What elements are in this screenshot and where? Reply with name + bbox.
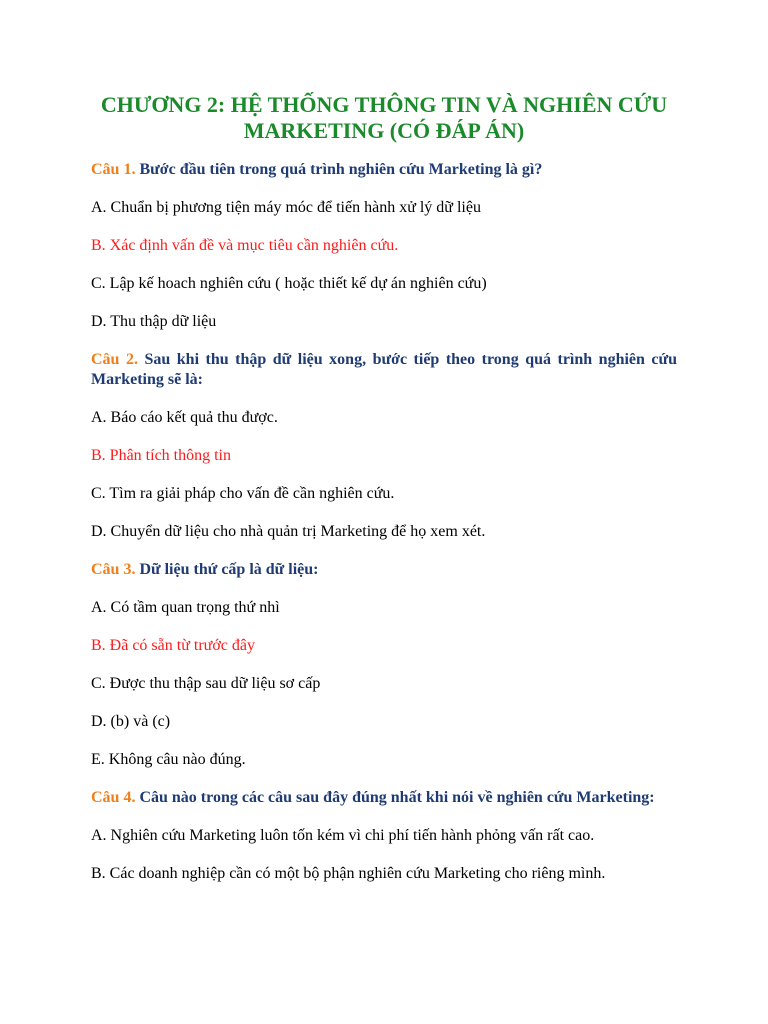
question-number: Câu 2. bbox=[91, 351, 138, 368]
option: A. Có tầm quan trọng thứ nhì bbox=[91, 599, 280, 616]
question-text: Câu nào trong các câu sau đây đúng nhất khi nói về nghiên cứu Marketing: bbox=[139, 789, 655, 806]
question-4 bbox=[91, 788, 677, 808]
option: D. (b) và (c) bbox=[91, 713, 171, 730]
option: A. Báo cáo kết quả thu được. bbox=[91, 409, 278, 426]
page-title bbox=[91, 92, 677, 144]
option: C. Tìm ra giải pháp cho vấn đề cần nghiên cứu. bbox=[91, 485, 395, 502]
option: E. Không câu nào đúng. bbox=[91, 751, 246, 768]
option: B. Các doanh nghiệp cần có một bộ phận nghiên cứu Marketing cho riêng mình. bbox=[91, 865, 606, 882]
title-line-1: CHƯƠNG 2: HỆ THỐNG THÔNG TIN VÀ NGHIÊN CỨU bbox=[100, 92, 668, 117]
option-correct: B. Đã có sẵn từ trước đây bbox=[91, 637, 255, 654]
question-number: Câu 4. bbox=[91, 789, 136, 806]
question-2 bbox=[91, 350, 677, 390]
option-correct: B. Phân tích thông tin bbox=[91, 447, 231, 464]
question-text: Sau khi thu thập dữ liệu xong, bước tiếp theo trong quá trình nghiên cứu Marketing sẽ là: bbox=[91, 351, 678, 388]
option: C. Lập kế hoach nghiên cứu ( hoặc thiết kế dự án nghiên cứu) bbox=[91, 275, 487, 292]
question-3 bbox=[91, 560, 677, 580]
question-number: Câu 1. bbox=[91, 161, 136, 178]
question-text: Dữ liệu thứ cấp là dữ liệu: bbox=[139, 561, 319, 578]
option: D. Chuyển dữ liệu cho nhà quản trị Marketing để họ xem xét. bbox=[91, 523, 486, 540]
question-number: Câu 3. bbox=[91, 561, 136, 578]
option: D. Thu thập dữ liệu bbox=[91, 313, 217, 330]
option-correct: B. Xác định vấn đề và mục tiêu cần nghiên cứu. bbox=[91, 237, 399, 254]
document-page bbox=[91, 92, 677, 902]
title-line-2: MARKETING (CÓ ĐÁP ÁN) bbox=[243, 118, 525, 143]
question-text: Bước đầu tiên trong quá trình nghiên cứu Marketing là gì? bbox=[139, 161, 543, 178]
option: A. Chuẩn bị phương tiện máy móc để tiến hành xử lý dữ liệu bbox=[91, 199, 481, 216]
option: A. Nghiên cứu Marketing luôn tốn kém vì chi phí tiến hành phỏng vấn rất cao. bbox=[91, 827, 595, 844]
option: C. Được thu thập sau dữ liệu sơ cấp bbox=[91, 675, 321, 692]
question-1 bbox=[91, 160, 677, 180]
